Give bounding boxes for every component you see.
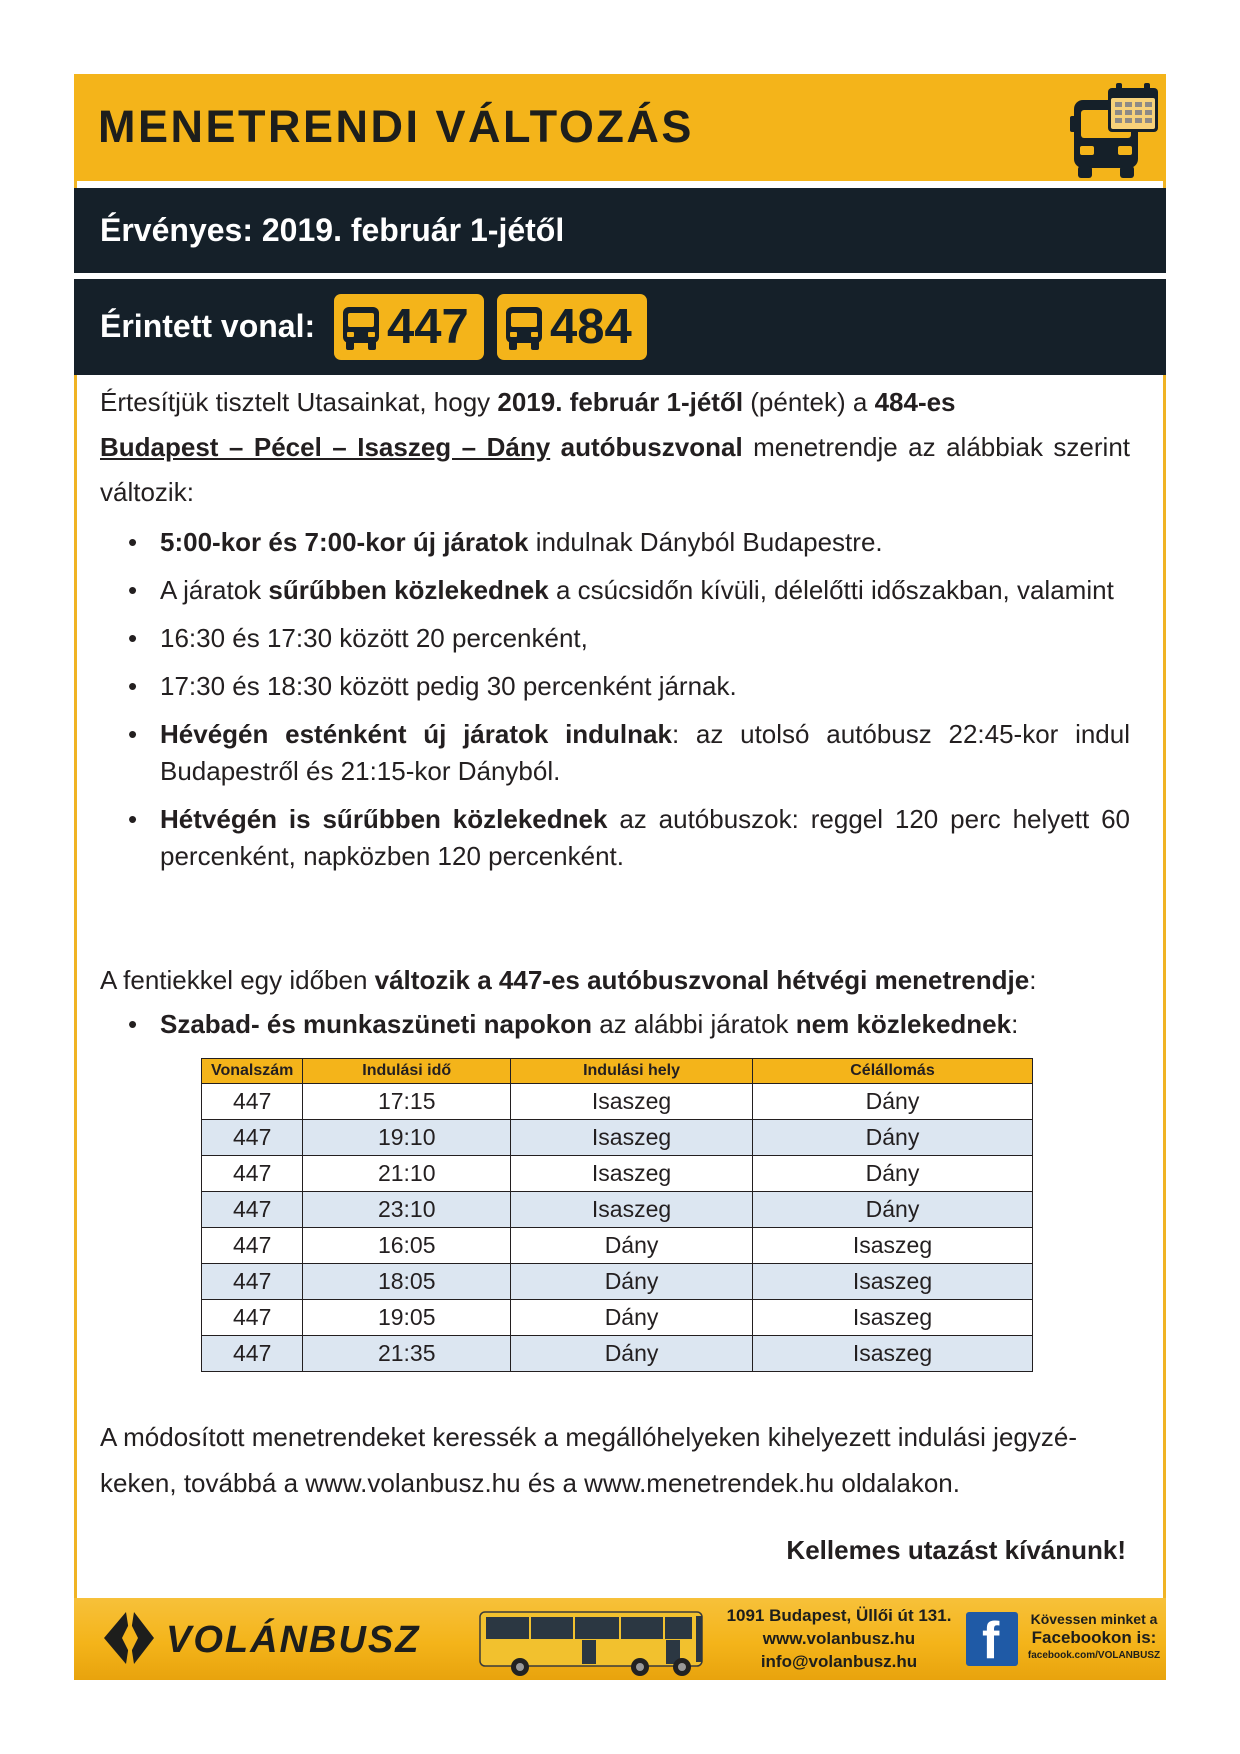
column-header: Célállomás — [752, 1059, 1032, 1084]
list-item — [100, 801, 1130, 875]
section2-text: : — [1029, 965, 1037, 995]
column-header: Indulási idő — [303, 1059, 511, 1084]
table-cell: Isaszeg — [752, 1264, 1032, 1300]
table-cell: 447 — [202, 1300, 303, 1336]
table-cell: Isaszeg — [511, 1120, 753, 1156]
table-row — [202, 1192, 1033, 1228]
bullet-text: indulnak Dányból Budapestre. — [528, 527, 883, 557]
bullet-text: : az utolsó autóbusz 22:45-kor indul Budapestről és 21:15-kor Dányból. — [160, 719, 1130, 786]
validity-date: Érvényes: 2019. február 1-jétől — [100, 212, 565, 248]
bullet-text: : — [1011, 1009, 1019, 1039]
website-link[interactable]: www.volanbusz.hu — [762, 1629, 916, 1648]
table-cell: Dány — [511, 1300, 753, 1336]
page-title: MENETRENDI VÁLTOZÁS — [98, 101, 694, 152]
table-cell: Isaszeg — [752, 1300, 1032, 1336]
bus-icon — [504, 305, 544, 351]
table-cell: 447 — [202, 1120, 303, 1156]
intro-date: 2019. február 1-jétől — [497, 387, 744, 417]
table-cell: 18:05 — [303, 1264, 511, 1300]
table-cell: Isaszeg — [752, 1336, 1032, 1372]
table-row — [202, 1084, 1033, 1120]
table-cell: 17:15 — [303, 1084, 511, 1120]
bullet-bold: Hétvégén is sűrűbben közlekednek — [160, 804, 608, 834]
address: 1091 Budapest, Üllői út 131. — [726, 1606, 952, 1625]
bullet-bold: sűrűbben közlekednek — [268, 575, 549, 605]
bullet-bold: 5:00-kor és 7:00-kor új járatok — [160, 527, 529, 557]
section2-bold: változik a 447-es autóbuszvonal hétvégi menetrendje — [374, 965, 1030, 995]
cancelled-trips-table — [201, 1058, 1033, 1372]
list-item — [100, 620, 1130, 657]
column-header: Indulási hely — [511, 1059, 753, 1084]
bullet-text: 17:30 és 18:30 között pedig 30 percenként járnak. — [160, 671, 737, 701]
more-info-line: A módosított menetrendeket keressék a megállóhelyeken kihelyezett indulási jegyzé- — [100, 1422, 1077, 1452]
table-cell: 447 — [202, 1228, 303, 1264]
intro-route-suffix: autóbuszvonal — [560, 432, 743, 462]
route-name: Budapest – Pécel – Isaszeg – Dány — [100, 432, 551, 462]
closing-greeting: Kellemes utazást kívánunk! — [786, 1535, 1126, 1565]
bullet-text: az autóbuszok: reggel 120 perc helyett 60 percenként, napközben 120 percenként. — [160, 804, 1130, 871]
line-number: 484 — [550, 300, 632, 354]
table-cell: Dány — [511, 1336, 753, 1372]
volanbusz-logo-text: VOLÁNBUSZ — [166, 1619, 421, 1661]
bullet-text: a csúcsidőn kívüli, délelőtti időszakban, valamint — [548, 575, 1114, 605]
column-header: Vonalszám — [202, 1059, 303, 1084]
table-cell: Isaszeg — [511, 1084, 753, 1120]
table-row — [202, 1300, 1033, 1336]
table-cell: 19:05 — [303, 1300, 511, 1336]
intro-paragraph — [100, 380, 1130, 515]
bullet-bold: Hévégén esténként új járatok indulnak — [160, 719, 672, 749]
table-cell: Isaszeg — [511, 1192, 753, 1228]
contact-info — [716, 1604, 962, 1673]
table-cell: Isaszeg — [752, 1228, 1032, 1264]
facebook-text: Kövessen minket a — [1030, 1611, 1158, 1627]
facebook-follow — [1026, 1610, 1162, 1664]
intro-line: 484-es — [874, 387, 956, 417]
table-cell: 23:10 — [303, 1192, 511, 1228]
list-item — [100, 572, 1130, 609]
bullet-text: 16:30 és 17:30 között 20 percenként, — [160, 623, 588, 653]
table-cell: 21:35 — [303, 1336, 511, 1372]
bullet-text: az alábbi járatok — [591, 1009, 796, 1039]
facebook-icon[interactable]: f — [966, 1612, 1018, 1666]
table-cell: 447 — [202, 1156, 303, 1192]
table-row — [202, 1120, 1033, 1156]
table-cell: Isaszeg — [511, 1156, 753, 1192]
bullet-bold: Szabad- és munkaszüneti napokon — [160, 1009, 592, 1039]
table-row — [202, 1156, 1033, 1192]
table-row — [202, 1336, 1033, 1372]
bullet-text: A járatok — [160, 575, 269, 605]
cancelled-list — [100, 1006, 1130, 1043]
list-item — [100, 716, 1130, 790]
table-cell: 21:10 — [303, 1156, 511, 1192]
affected-lines-label: Érintett vonal: — [100, 308, 316, 344]
facebook-text: Facebookon is: — [1031, 1628, 1157, 1647]
section2-lead — [100, 962, 1036, 999]
table-row — [202, 1264, 1033, 1300]
email-link[interactable]: info@volanbusz.hu — [760, 1652, 918, 1671]
line-badge-484 — [497, 294, 647, 360]
section2-text: A fentiekkel egy időben — [100, 965, 375, 995]
volanbusz-logo-icon — [100, 1608, 158, 1668]
list-item — [100, 1006, 1130, 1043]
line-badge-447 — [334, 294, 484, 360]
facebook-url[interactable]: facebook.com/VOLANBUSZ — [1027, 1650, 1161, 1661]
more-info-line: keken, továbbá a www.volanbusz.hu és a www.menetrendek.hu oldalakon. — [100, 1468, 960, 1498]
line-number: 447 — [387, 300, 469, 354]
table-cell: Dány — [752, 1084, 1032, 1120]
changes-list — [100, 524, 1130, 886]
intro-text: menetrendje az alábbiak szerint változik: — [100, 432, 1130, 507]
table-cell: Dány — [511, 1228, 753, 1264]
table-cell: Dány — [511, 1264, 753, 1300]
intro-text: (péntek) a — [743, 387, 875, 417]
table-header-row — [202, 1059, 1033, 1084]
table-row — [202, 1228, 1033, 1264]
more-info-paragraph — [100, 1414, 1130, 1506]
table-cell: Dány — [752, 1156, 1032, 1192]
bus-icon — [341, 305, 381, 351]
list-item — [100, 524, 1130, 561]
table-cell: 19:10 — [303, 1120, 511, 1156]
bus-illustration — [470, 1604, 710, 1678]
table-cell: 447 — [202, 1264, 303, 1300]
bullet-bold: nem közlekednek — [795, 1009, 1012, 1039]
list-item — [100, 668, 1130, 705]
table-cell: 447 — [202, 1336, 303, 1372]
table-cell: 16:05 — [303, 1228, 511, 1264]
intro-text: Értesítjük tisztelt Utasainkat, hogy — [100, 387, 498, 417]
intro-text — [550, 432, 560, 462]
bus-calendar-icon — [1070, 82, 1162, 180]
table-cell: Dány — [752, 1192, 1032, 1228]
table-cell: 447 — [202, 1192, 303, 1228]
table-cell: 447 — [202, 1084, 303, 1120]
table-cell: Dány — [752, 1120, 1032, 1156]
